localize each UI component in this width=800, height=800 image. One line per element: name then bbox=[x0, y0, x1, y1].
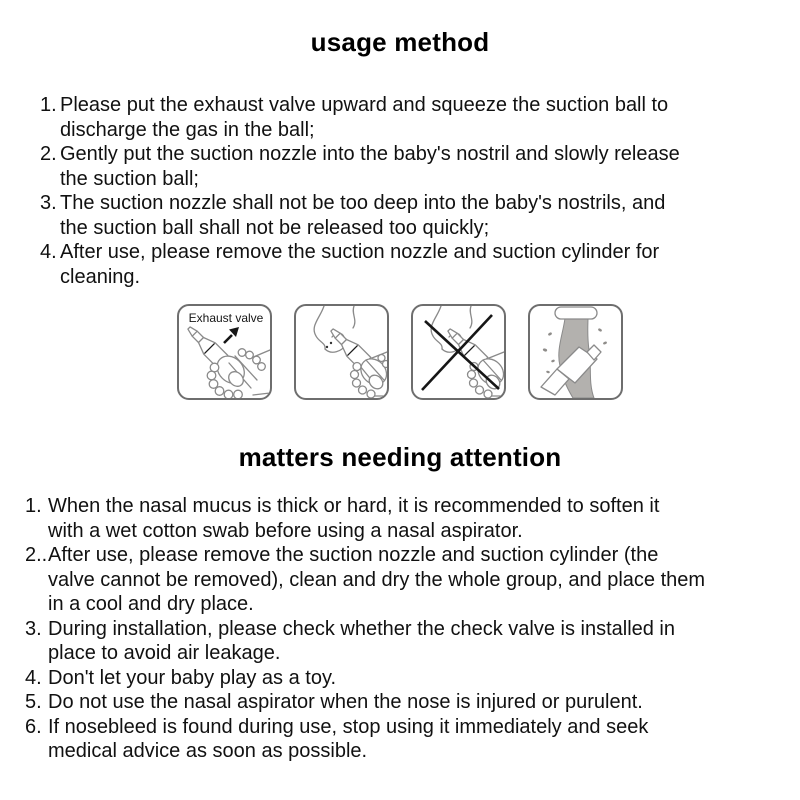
item-number: 6. bbox=[25, 715, 42, 738]
text-line: the suction ball; bbox=[60, 167, 199, 190]
attention-title: matters needing attention bbox=[238, 442, 562, 472]
item-number: 4. bbox=[40, 241, 57, 263]
text-line: Gently put the suction nozzle into the baby's nostril and slowly release bbox=[60, 143, 680, 165]
text-line: During installation, please check whether the check valve is installed in bbox=[48, 617, 676, 640]
attention-item bbox=[25, 543, 705, 617]
text-line: cleaning. bbox=[60, 265, 141, 288]
text-line: discharge the gas in the ball; bbox=[60, 118, 315, 141]
text-line: When the nasal mucus is thick or hard, it is recommended to soften it bbox=[48, 495, 660, 517]
cross-out-icon bbox=[422, 315, 499, 390]
text-line: After use, please remove the suction nozzle and suction cylinder for bbox=[60, 241, 660, 263]
illustration-exhaust-valve-squeeze bbox=[177, 304, 272, 400]
attention-item bbox=[25, 690, 705, 715]
text-line: Don't let your baby play as a toy. bbox=[48, 666, 337, 689]
usage-step bbox=[40, 142, 680, 191]
text-line: medical advice as soon as possible. bbox=[48, 740, 368, 762]
exhaust-valve-label: Exhaust valve bbox=[188, 311, 264, 325]
text-line: valve cannot be removed), clean and dry the whole group, and place them bbox=[48, 568, 706, 591]
attention-item bbox=[25, 715, 705, 764]
usage-step bbox=[40, 240, 680, 289]
text-line: If nosebleed is found during use, stop using it immediately and seek bbox=[48, 715, 649, 738]
aspirator-sketch bbox=[448, 329, 504, 398]
item-number: 3. bbox=[40, 192, 57, 214]
item-number: 1. bbox=[40, 94, 57, 116]
text-line: place to avoid air leakage. bbox=[48, 642, 281, 664]
usage-step bbox=[40, 191, 680, 240]
item-number: 2. bbox=[40, 143, 57, 165]
up-arrow-icon bbox=[224, 327, 239, 343]
item-number: 5. bbox=[25, 691, 42, 713]
squeeze-illustration-graphic bbox=[179, 306, 270, 398]
attention-item bbox=[25, 617, 705, 666]
item-number: 3. bbox=[25, 617, 42, 640]
item-number: 1. bbox=[25, 495, 42, 517]
illustration-rinse-under-water bbox=[528, 304, 623, 400]
usage-method-title: usage method bbox=[310, 27, 490, 57]
forbidden-illustration-graphic bbox=[413, 306, 504, 398]
usage-step bbox=[40, 93, 680, 142]
item-number: 4. bbox=[25, 666, 42, 689]
insert-illustration-graphic bbox=[296, 306, 387, 398]
aspirator-sketch bbox=[326, 329, 387, 398]
illustration-too-deep-forbidden bbox=[411, 304, 506, 400]
text-line: the suction ball shall not be released too quickly; bbox=[60, 216, 490, 239]
attention-items-list bbox=[25, 494, 705, 764]
text-line: in a cool and dry place. bbox=[48, 593, 254, 615]
illustration-insert-nozzle bbox=[294, 304, 389, 400]
text-line: Please put the exhaust valve upward and squeeze the suction ball to bbox=[60, 94, 669, 116]
attention-item bbox=[25, 666, 705, 691]
attention-item bbox=[25, 494, 705, 543]
usage-steps-list bbox=[40, 93, 680, 289]
illustration-row bbox=[177, 304, 623, 400]
faucet-mouth bbox=[555, 307, 597, 319]
text-line: The suction nozzle shall not be too deep into the baby's nostrils, and bbox=[60, 192, 666, 214]
text-line: After use, please remove the suction nozzle and suction cylinder (the bbox=[48, 544, 659, 566]
rinse-illustration-graphic bbox=[530, 306, 621, 398]
item-number: 2.. bbox=[25, 544, 48, 566]
text-line: Do not use the nasal aspirator when the nose is injured or purulent. bbox=[48, 691, 643, 713]
text-line: with a wet cotton swab before using a nasal aspirator. bbox=[48, 519, 523, 542]
